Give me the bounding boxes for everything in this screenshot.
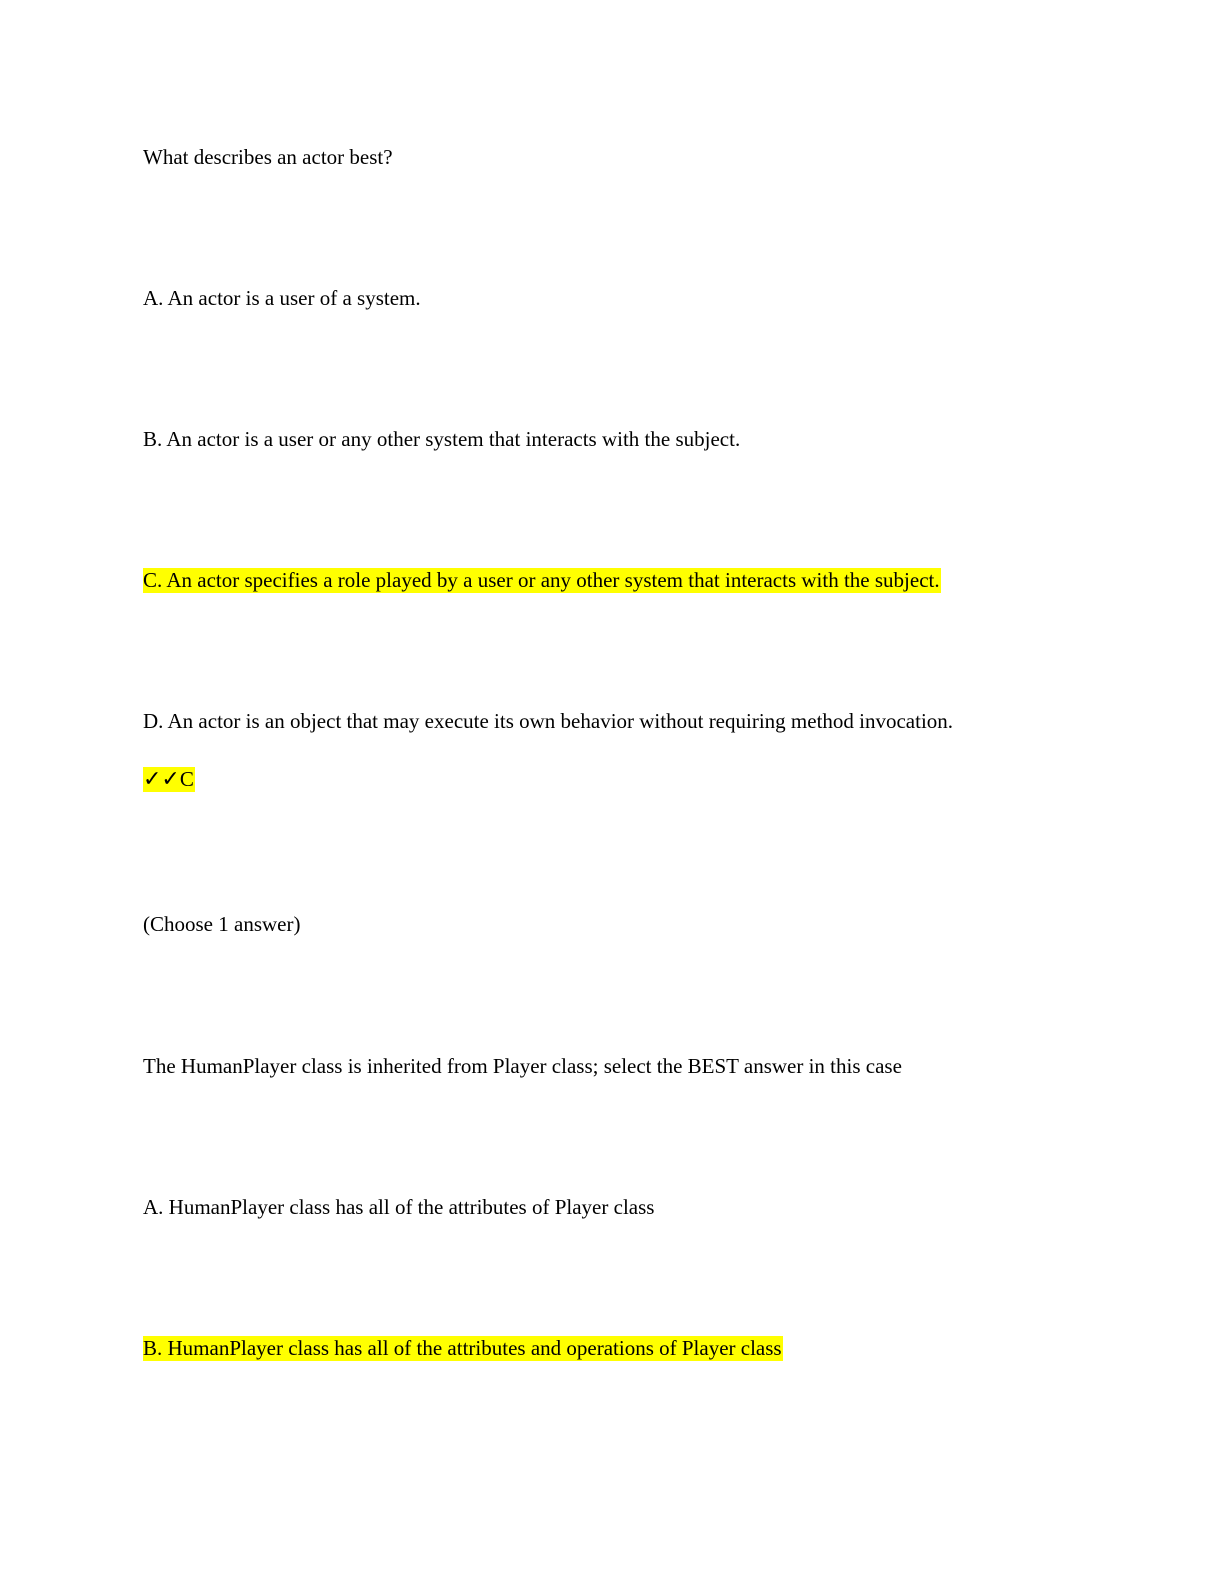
question-2-text: The HumanPlayer class is inherited from Player class; select the BEST answer in this case [143,1054,902,1078]
check-icon: ✓✓ [143,767,180,792]
question-1-option-d: D. An actor is an object that may execute its own behavior without requiring method invocation. [143,709,954,733]
question-1-option-c-highlighted: C. An actor specifies a role played by a user or any other system that interacts with the subject. [143,568,940,592]
question-2-option-b-highlighted: B. HumanPlayer class has all of the attributes and operations of Player class [143,1336,782,1360]
question-1-answer [143,765,195,794]
question-2-option-a: A. HumanPlayer class has all of the attributes of Player class [143,1195,655,1219]
question-1-option-b: B. An actor is a user or any other system that interacts with the subject. [143,427,741,451]
question-1-option-a: A. An actor is a user of a system. [143,286,421,310]
choose-instruction: (Choose 1 answer) [143,912,301,936]
answer-highlight [143,767,195,792]
answer-letter: C [179,767,194,791]
question-1-text: What describes an actor best? [143,145,393,169]
